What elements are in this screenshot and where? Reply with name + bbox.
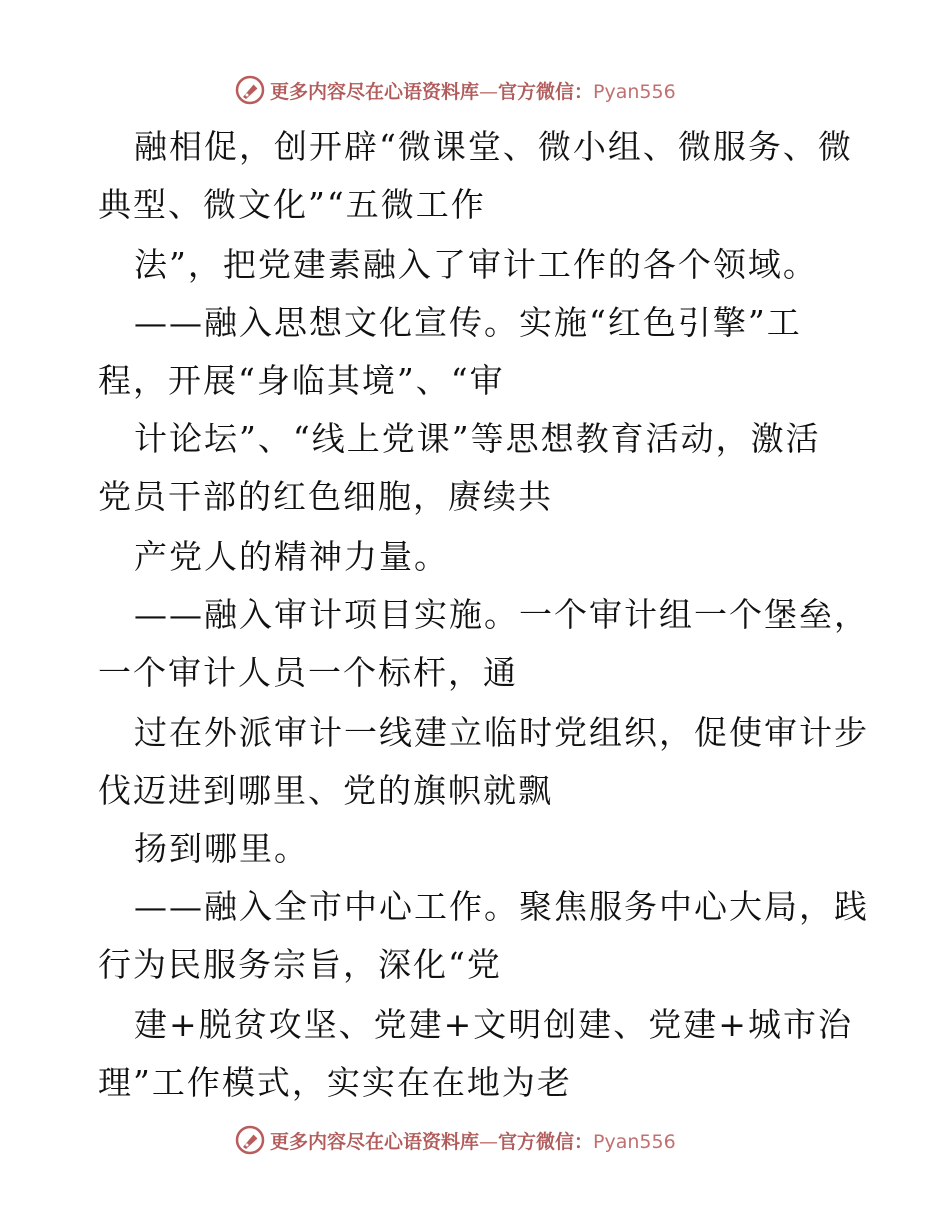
wechat-id-text: Pyan556 [593,80,676,103]
text-line: 过在外派审计一线建立临时党组织，促使审计步 [134,713,869,752]
text-line: ——融入思想文化宣传。实施“红色引擎”工 [134,303,802,342]
wechat-id-text: Pyan556 [593,1130,676,1153]
text-line: 行为民服务宗旨，深化“党 [98,945,502,984]
text-line: 法”，把党建素融入了审计工作的各个领域。 [134,245,818,284]
text-line: 扬到哪里。 [134,829,309,868]
text-line: 计论坛”、“线上党课”等思想教育活动，激活 [134,419,821,458]
pen-nib-logo-icon [234,1124,266,1156]
separator-text: — [479,1130,499,1153]
text-line: 建+脱贫攻坚、党建+文明创建、党建+城市治 [134,1005,853,1044]
text-line: 产党人的精神力量。 [134,537,449,576]
wechat-label-text: 官方微信： [498,80,594,103]
text-line: ——融入全市中心工作。聚焦服务中心大局，践 [134,887,869,926]
text-line: 理”工作模式，实实在在地为老 [98,1063,572,1102]
text-line: ——融入审计项目实施。一个审计组一个堡垒， [134,595,869,634]
wechat-label-text: 官方微信： [498,1130,594,1153]
text-line: 融相促，创开辟“微课堂、微小组、微服务、微 [134,127,853,166]
footer-watermark-banner [0,1122,950,1158]
text-line: 程，开展“身临其境”、“审 [98,361,505,400]
header-watermark-banner [0,72,950,108]
text-line: 一个审计人员一个标杆，通 [98,653,518,692]
pen-nib-logo-icon [234,74,266,106]
text-line: 党员干部的红色细胞，赓续共 [98,477,553,516]
site-name-text: 更多内容尽在心语资料库 [270,1130,480,1153]
site-name-text: 更多内容尽在心语资料库 [270,80,480,103]
text-line: 伐迈进到哪里、党的旗帜就飘 [98,771,553,810]
separator-text: — [479,80,499,103]
text-line: 典型、微文化”“五微工作 [98,185,486,224]
